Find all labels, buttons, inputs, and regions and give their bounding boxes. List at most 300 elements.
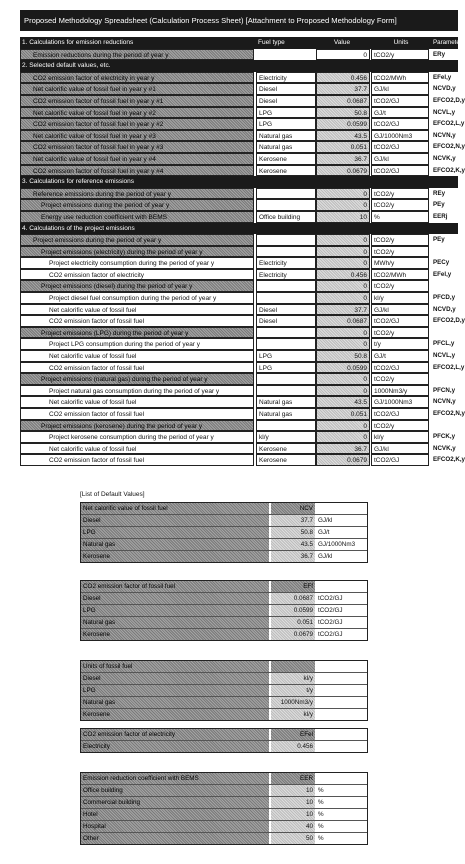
default-values-row bbox=[81, 821, 367, 833]
row-unit: % bbox=[371, 211, 429, 223]
row-value[interactable]: 0.0599 bbox=[316, 118, 370, 130]
default-values-title: [List of Default Values] bbox=[80, 491, 145, 498]
data-row bbox=[20, 141, 465, 153]
default-values-row bbox=[81, 515, 367, 527]
row-label: CO2 emission factor of fossil fuel in year y #1 bbox=[20, 95, 254, 107]
row-label: Emission reductions during the period of year y bbox=[20, 49, 254, 61]
default-values-table bbox=[80, 728, 368, 753]
default-value: EFel bbox=[271, 729, 315, 740]
row-value[interactable]: 43.5 bbox=[316, 130, 370, 142]
default-unit: GJ/kl bbox=[318, 517, 333, 524]
row-unit: GJ/t bbox=[371, 350, 429, 362]
default-values-table bbox=[80, 580, 368, 641]
row-label: Energy use reduction coefficient with BEMS bbox=[20, 211, 254, 223]
data-row bbox=[20, 304, 458, 316]
data-row bbox=[20, 165, 465, 177]
row-param: PEy bbox=[433, 236, 445, 244]
data-row bbox=[20, 315, 465, 327]
row-param: EFCO2,D,y bbox=[433, 96, 465, 104]
row-label: CO2 emission factor of fossil fuel bbox=[20, 408, 254, 420]
default-label: Office building bbox=[81, 785, 269, 796]
default-value: EER bbox=[271, 773, 315, 784]
row-value[interactable]: 37.7 bbox=[316, 83, 370, 95]
default-values-row bbox=[81, 741, 367, 752]
row-param bbox=[431, 420, 458, 432]
row-label: Net calorific value of fossil fuel bbox=[20, 443, 254, 455]
row-fuel: Natural gas bbox=[256, 396, 316, 408]
default-value: 36.7 bbox=[271, 551, 315, 562]
row-label: Net calorific value of fossil fuel bbox=[20, 304, 254, 316]
default-values-table bbox=[80, 502, 368, 563]
default-unit bbox=[316, 697, 366, 708]
row-value[interactable]: 36.7 bbox=[316, 153, 370, 165]
default-values-row bbox=[81, 797, 367, 809]
row-value[interactable]: 43.5 bbox=[316, 396, 370, 408]
row-unit: tCO2/GJ bbox=[371, 118, 429, 130]
row-unit: tCO2/GJ bbox=[371, 362, 429, 374]
default-unit: % bbox=[318, 811, 324, 818]
default-unit: tCO2/GJ bbox=[318, 595, 343, 602]
row-fuel bbox=[256, 49, 316, 61]
default-values-row bbox=[81, 785, 367, 797]
default-label: Kerosene bbox=[81, 709, 269, 720]
default-unit: % bbox=[318, 787, 324, 794]
default-value bbox=[271, 661, 315, 672]
row-fuel bbox=[256, 327, 316, 339]
default-unit: GJ/t bbox=[318, 529, 330, 536]
header-value: Value bbox=[333, 39, 351, 46]
section-4-header bbox=[20, 223, 458, 235]
default-label: Other bbox=[81, 833, 269, 844]
data-row bbox=[20, 362, 465, 374]
row-param: PFCD,y bbox=[433, 294, 456, 302]
default-value: 0.456 bbox=[271, 741, 315, 752]
default-label: Units of fossil fuel bbox=[81, 661, 269, 672]
row-label: Project emissions (natural gas) during the period of year y bbox=[20, 373, 254, 385]
default-label: Diesel bbox=[81, 593, 269, 604]
calculation-sheet bbox=[20, 37, 465, 466]
row-param: NCVD,y bbox=[433, 305, 456, 313]
row-unit: kl/y bbox=[371, 292, 429, 304]
default-values-row bbox=[81, 673, 367, 685]
row-unit: tCO2/y bbox=[371, 234, 429, 246]
row-unit: 1000Nm3/y bbox=[371, 385, 429, 397]
default-values-row bbox=[81, 729, 367, 741]
row-label: CO2 emission factor of electricity bbox=[20, 269, 254, 281]
row-param: EFCO2,N,y bbox=[433, 410, 465, 417]
default-value: 50.8 bbox=[271, 527, 315, 538]
row-param: EFCO2,K,y bbox=[433, 456, 465, 464]
row-label: Net calorific value of fossil fuel in year y #1 bbox=[20, 83, 254, 95]
default-values-row bbox=[81, 539, 367, 551]
data-row bbox=[20, 49, 458, 61]
default-value: 0.0687 bbox=[271, 593, 315, 604]
default-label: LPG bbox=[81, 605, 269, 616]
row-value[interactable]: 0.456 bbox=[316, 269, 370, 281]
row-param: PFCK,y bbox=[433, 433, 456, 441]
default-values-row bbox=[81, 661, 367, 673]
row-fuel: LPG bbox=[256, 118, 316, 130]
data-row bbox=[20, 199, 458, 211]
data-row bbox=[20, 327, 458, 339]
default-label: CO2 emission factor of electricity bbox=[81, 729, 269, 740]
row-value[interactable]: 0 bbox=[316, 338, 370, 350]
row-unit: tCO2/GJ bbox=[371, 95, 429, 107]
row-value[interactable]: 0 bbox=[316, 234, 370, 246]
row-value[interactable]: 0.0687 bbox=[316, 95, 370, 107]
default-label: LPG bbox=[81, 685, 269, 696]
default-unit: % bbox=[318, 799, 324, 806]
data-row bbox=[20, 188, 458, 200]
default-value: 1000Nm3/y bbox=[271, 697, 315, 708]
default-values-row bbox=[81, 593, 367, 605]
row-label: Project LPG consumption during the period of year y bbox=[20, 338, 254, 350]
default-unit: tCO2/GJ bbox=[318, 619, 343, 626]
row-value[interactable]: 0 bbox=[316, 199, 370, 211]
row-value[interactable]: 0 bbox=[316, 431, 370, 443]
row-fuel bbox=[256, 280, 316, 292]
default-label: Natural gas bbox=[81, 539, 269, 550]
default-values-row bbox=[81, 685, 367, 697]
default-value: 10 bbox=[271, 797, 315, 808]
default-value: 50 bbox=[271, 833, 315, 844]
data-row bbox=[20, 454, 465, 466]
row-unit: tCO2/GJ bbox=[371, 454, 429, 466]
default-values-row bbox=[81, 697, 367, 709]
row-param: PEy bbox=[433, 201, 445, 209]
row-label: Net calorific value of fossil fuel bbox=[20, 350, 254, 362]
row-label: Net calorific value of fossil fuel in year y #4 bbox=[20, 153, 254, 165]
section-title: 2. Selected default values, etc. bbox=[22, 62, 111, 70]
default-value: 0.051 bbox=[271, 617, 315, 628]
row-label: Project emissions during the period of year y bbox=[20, 234, 254, 246]
row-unit: tCO2/GJ bbox=[371, 141, 429, 153]
row-fuel: Electricity bbox=[256, 269, 316, 281]
row-label: Project kerosene consumption during the period of year y bbox=[20, 431, 254, 443]
row-value[interactable]: 0 bbox=[316, 373, 370, 385]
row-fuel bbox=[256, 420, 316, 432]
row-label: Project natural gas consumption during the period of year y bbox=[20, 385, 254, 397]
default-values-row bbox=[81, 605, 367, 617]
data-row bbox=[20, 153, 458, 165]
row-fuel: LPG bbox=[256, 107, 316, 119]
row-param: EERj bbox=[433, 212, 448, 220]
data-row bbox=[20, 130, 458, 142]
data-row bbox=[20, 246, 458, 258]
row-fuel: LPG bbox=[256, 362, 316, 374]
data-row bbox=[20, 83, 458, 95]
row-value[interactable]: 0 bbox=[316, 257, 370, 269]
default-label: Electricity bbox=[81, 741, 269, 752]
row-param bbox=[431, 373, 458, 385]
row-label: Project emissions (diesel) during the period of year y bbox=[20, 280, 254, 292]
default-value: 10 bbox=[271, 785, 315, 796]
default-values-row bbox=[81, 581, 367, 593]
row-param: NCVN,y bbox=[433, 398, 456, 406]
row-fuel: Kerosene bbox=[256, 165, 316, 177]
header-fuel-type: Fuel type bbox=[258, 39, 285, 46]
default-value: 43.5 bbox=[271, 539, 315, 550]
row-unit: GJ/1000Nm3 bbox=[371, 130, 429, 142]
section-3-header bbox=[20, 176, 458, 188]
default-values-row bbox=[81, 709, 367, 720]
default-label: Diesel bbox=[81, 515, 269, 526]
data-row bbox=[20, 72, 458, 84]
row-label: CO2 emission factor of electricity in year y bbox=[20, 72, 254, 84]
row-fuel: Diesel bbox=[256, 95, 316, 107]
default-unit bbox=[316, 741, 366, 752]
row-unit: tCO2/GJ bbox=[371, 408, 429, 420]
row-fuel: Natural gas bbox=[256, 408, 316, 420]
row-unit: tCO2/y bbox=[371, 199, 429, 211]
default-label: Emission reduction coefficient with BEMS bbox=[81, 773, 269, 784]
row-unit: tCO2/GJ bbox=[371, 315, 429, 327]
row-value[interactable]: 10 bbox=[316, 211, 370, 223]
data-row bbox=[20, 211, 458, 223]
default-values-table bbox=[80, 660, 368, 721]
default-unit bbox=[316, 503, 366, 514]
default-values-row bbox=[81, 527, 367, 539]
default-unit: % bbox=[318, 835, 324, 842]
default-label: Hotel bbox=[81, 809, 269, 820]
default-values-row bbox=[81, 773, 367, 785]
row-label: Reference emissions during the period of year y bbox=[20, 188, 254, 200]
data-row bbox=[20, 118, 465, 130]
row-unit: tCO2/y bbox=[371, 373, 429, 385]
default-values-row bbox=[81, 503, 367, 515]
row-unit: tCO2/GJ bbox=[371, 165, 429, 177]
default-values-table bbox=[80, 772, 368, 845]
default-unit bbox=[316, 581, 366, 592]
row-unit: GJ/kl bbox=[371, 83, 429, 95]
data-row bbox=[20, 350, 458, 362]
row-fuel: Diesel bbox=[256, 304, 316, 316]
default-label: Kerosene bbox=[81, 551, 269, 562]
row-value[interactable]: 0.0679 bbox=[316, 165, 370, 177]
default-value: 40 bbox=[271, 821, 315, 832]
default-value: kl/y bbox=[271, 709, 315, 720]
default-unit bbox=[316, 773, 366, 784]
row-param: EFCO2,L,y bbox=[433, 120, 465, 128]
row-value[interactable]: 0 bbox=[316, 385, 370, 397]
data-row bbox=[20, 234, 458, 246]
row-param: NCVL,y bbox=[433, 352, 456, 360]
data-row bbox=[20, 373, 458, 385]
row-unit: tCO2/y bbox=[371, 420, 429, 432]
row-fuel: Electricity bbox=[256, 257, 316, 269]
row-unit: GJ/kl bbox=[371, 304, 429, 316]
row-label: Net calorific value of fossil fuel in year y #3 bbox=[20, 130, 254, 142]
row-unit: tCO2/y bbox=[371, 49, 429, 61]
row-unit: tCO2/y bbox=[371, 280, 429, 292]
data-row bbox=[20, 280, 458, 292]
row-unit: tCO2/y bbox=[371, 188, 429, 200]
row-value[interactable]: 0.051 bbox=[316, 408, 370, 420]
default-values-row bbox=[81, 617, 367, 629]
row-fuel bbox=[256, 234, 316, 246]
row-label: Project emissions during the period of year y bbox=[20, 199, 254, 211]
header-parameter: Parameter bbox=[433, 39, 462, 46]
data-row bbox=[20, 385, 458, 397]
row-fuel bbox=[256, 246, 316, 258]
row-fuel bbox=[256, 292, 316, 304]
row-param: EFCO2,N,y bbox=[433, 143, 465, 151]
data-row bbox=[20, 107, 458, 119]
row-param: REy bbox=[433, 189, 446, 197]
default-unit bbox=[316, 709, 366, 720]
data-row bbox=[20, 420, 458, 432]
default-unit: % bbox=[318, 823, 324, 830]
default-unit: GJ/kl bbox=[318, 553, 333, 560]
data-row bbox=[20, 443, 458, 455]
row-label: Project diesel fuel consumption during the period of year y bbox=[20, 292, 254, 304]
row-label: CO2 emission factor of fossil fuel in year y #2 bbox=[20, 118, 254, 130]
row-fuel bbox=[256, 338, 316, 350]
row-param: EFCO2,L,y bbox=[433, 363, 465, 371]
row-param: NCVL,y bbox=[433, 108, 456, 116]
section-title: 1. Calculations for emission reductions bbox=[22, 39, 134, 46]
default-unit bbox=[316, 729, 366, 740]
default-values-row bbox=[81, 629, 367, 640]
row-value[interactable]: 0.0687 bbox=[316, 315, 370, 327]
row-unit: tCO2/MWh bbox=[371, 269, 429, 281]
row-unit: GJ/1000Nm3 bbox=[371, 396, 429, 408]
default-values-row bbox=[81, 833, 367, 844]
row-value[interactable]: 50.8 bbox=[316, 107, 370, 119]
row-label: CO2 emission factor of fossil fuel in year y #4 bbox=[20, 165, 254, 177]
row-param bbox=[431, 246, 458, 258]
default-value: kl/y bbox=[271, 673, 315, 684]
row-value[interactable]: 0 bbox=[316, 280, 370, 292]
data-row bbox=[20, 292, 458, 304]
row-param: PECy bbox=[433, 259, 450, 267]
row-fuel: Office building bbox=[256, 211, 316, 223]
row-fuel bbox=[256, 385, 316, 397]
row-label: CO2 emission factor of fossil fuel in year y #3 bbox=[20, 141, 254, 153]
row-unit: tCO2/y bbox=[371, 327, 429, 339]
default-value: NCV bbox=[271, 503, 315, 514]
row-value[interactable]: 37.7 bbox=[316, 304, 370, 316]
default-unit: tCO2/GJ bbox=[318, 631, 343, 638]
data-row bbox=[20, 431, 458, 443]
row-value[interactable]: 0 bbox=[316, 246, 370, 258]
row-label: CO2 emission factor of fossil fuel bbox=[20, 315, 254, 327]
row-unit: GJ/t bbox=[371, 107, 429, 119]
default-label: Natural gas bbox=[81, 697, 269, 708]
row-value[interactable]: 0.0679 bbox=[316, 454, 370, 466]
row-value[interactable]: 0 bbox=[316, 188, 370, 200]
row-param: EFCO2,D,y bbox=[433, 317, 465, 325]
section-title: 3. Calculations for reference emissions bbox=[22, 178, 134, 186]
row-label: CO2 emission factor of fossil fuel bbox=[20, 454, 254, 466]
row-param: EFCO2,K,y bbox=[433, 166, 465, 174]
row-param: PFCN,y bbox=[433, 386, 456, 394]
row-fuel: Kerosene bbox=[256, 454, 316, 466]
row-value[interactable]: 0 bbox=[316, 49, 370, 61]
default-unit: tCO2/GJ bbox=[318, 607, 343, 614]
row-fuel: Diesel bbox=[256, 83, 316, 95]
default-label: Net calorific value of fossil fuel bbox=[81, 503, 269, 514]
row-param: NCVK,y bbox=[433, 444, 456, 452]
row-param: EFel,y bbox=[433, 73, 452, 81]
default-label: Kerosene bbox=[81, 629, 269, 640]
row-label: CO2 emission factor of fossil fuel bbox=[20, 362, 254, 374]
row-value[interactable]: 0 bbox=[316, 327, 370, 339]
default-value: t/y bbox=[271, 685, 315, 696]
default-label: Hospital bbox=[81, 821, 269, 832]
row-unit: tCO2/MWh bbox=[371, 72, 429, 84]
row-param: NCVN,y bbox=[433, 131, 456, 139]
row-fuel: Natural gas bbox=[256, 141, 316, 153]
default-value: 0.0679 bbox=[271, 629, 315, 640]
default-label: Commercial building bbox=[81, 797, 269, 808]
row-param: EFel,y bbox=[433, 270, 452, 278]
row-value[interactable]: 50.8 bbox=[316, 350, 370, 362]
row-param bbox=[431, 280, 458, 292]
default-value: EFf bbox=[271, 581, 315, 592]
default-unit: GJ/1000Nm3 bbox=[318, 541, 356, 548]
row-label: Project electricity consumption during the period of year y bbox=[20, 257, 254, 269]
default-unit bbox=[316, 661, 366, 672]
row-fuel bbox=[256, 199, 316, 211]
section-title: 4. Calculations of the project emissions bbox=[22, 224, 135, 232]
row-param: NCVK,y bbox=[433, 154, 456, 162]
row-fuel: Natural gas bbox=[256, 130, 316, 142]
default-unit bbox=[316, 673, 366, 684]
row-value[interactable]: 0 bbox=[316, 292, 370, 304]
row-param: NCVD,y bbox=[433, 85, 456, 93]
row-fuel: LPG bbox=[256, 350, 316, 362]
default-unit bbox=[316, 685, 366, 696]
section-2-header bbox=[20, 60, 458, 72]
default-value: 37.7 bbox=[271, 515, 315, 526]
row-fuel bbox=[256, 373, 316, 385]
row-value[interactable]: 0 bbox=[316, 420, 370, 432]
row-fuel: Diesel bbox=[256, 315, 316, 327]
row-value[interactable]: 0.0599 bbox=[316, 362, 370, 374]
row-fuel: Kerosene bbox=[256, 443, 316, 455]
default-label: CO2 emission factor of fossil fuel bbox=[81, 581, 269, 592]
row-label: Net calorific value of fossil fuel in year y #2 bbox=[20, 107, 254, 119]
header-units: Units bbox=[393, 39, 409, 46]
row-unit: t/y bbox=[371, 338, 429, 350]
data-row bbox=[20, 257, 458, 269]
sheet-title: Proposed Methodology Spreadsheet (Calculation Process Sheet) [Attachment to Proposed Methodology Form] bbox=[20, 10, 458, 31]
default-value: 10 bbox=[271, 809, 315, 820]
default-label: LPG bbox=[81, 527, 269, 538]
row-fuel: Electricity bbox=[256, 72, 316, 84]
row-value[interactable]: 0.051 bbox=[316, 141, 370, 153]
row-unit: tCO2/y bbox=[371, 246, 429, 258]
data-row bbox=[20, 338, 458, 350]
section-1-header bbox=[20, 37, 462, 49]
default-value: 0.0599 bbox=[271, 605, 315, 616]
row-unit: GJ/kl bbox=[371, 443, 429, 455]
row-fuel bbox=[256, 188, 316, 200]
default-label: Natural gas bbox=[81, 617, 269, 628]
row-label: Project emissions (LPG) during the period of year y bbox=[20, 327, 254, 339]
row-param: ERy bbox=[433, 50, 446, 58]
data-row bbox=[20, 269, 458, 281]
default-label: Diesel bbox=[81, 673, 269, 684]
data-row bbox=[20, 408, 465, 420]
row-value[interactable]: 0.456 bbox=[316, 72, 370, 84]
row-fuel: Kerosene bbox=[256, 153, 316, 165]
default-values-row bbox=[81, 551, 367, 562]
row-label: Project emissions (electricity) during the period of year y bbox=[20, 246, 254, 258]
row-param bbox=[431, 327, 458, 339]
row-value[interactable]: 36.7 bbox=[316, 443, 370, 455]
